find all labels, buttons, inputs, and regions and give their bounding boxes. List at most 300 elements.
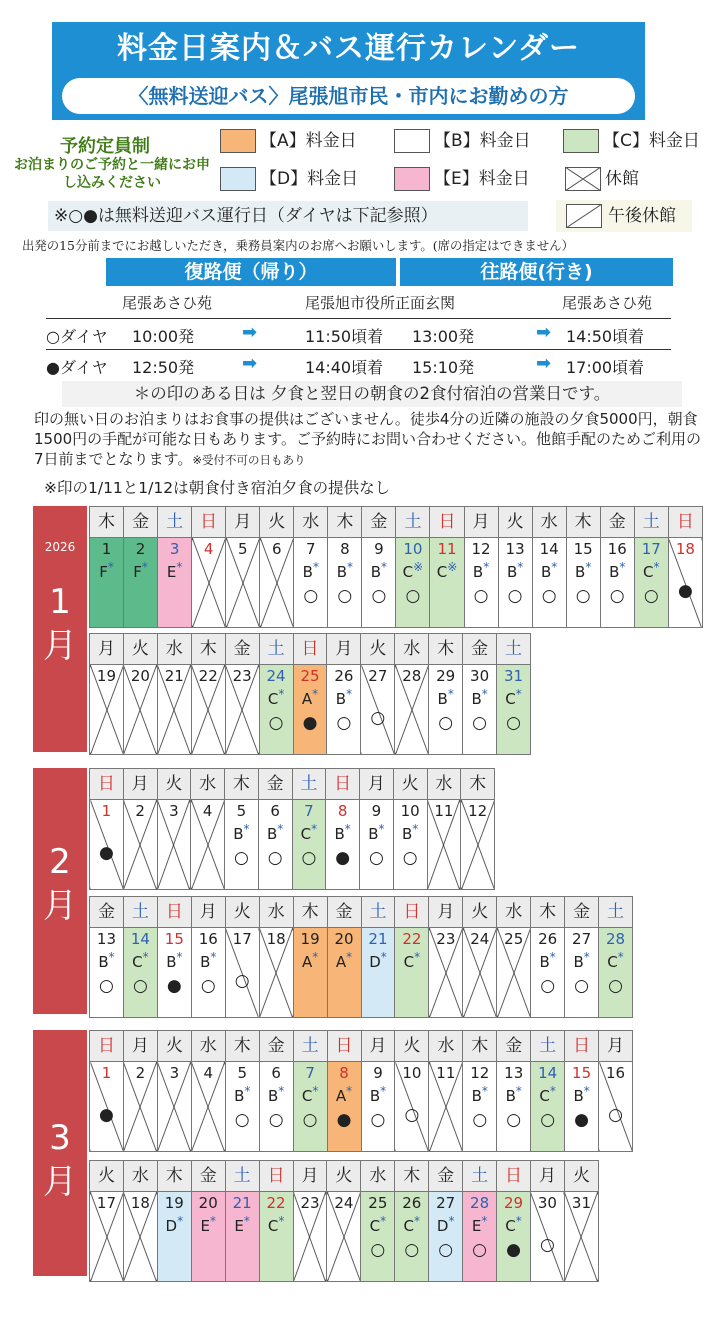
rate-type — [260, 685, 293, 708]
meal-mark: * — [551, 560, 558, 574]
reservation-title: 予約定員制 — [60, 136, 150, 157]
day-number: 10 — [402, 1064, 422, 1082]
calendar-day — [157, 800, 191, 890]
rate-letter: C — [267, 1217, 279, 1235]
day-number: 24 — [470, 930, 490, 948]
weekday-label: 日 — [668, 507, 702, 538]
weekday-label: 木 — [429, 634, 463, 665]
rate-type — [158, 1212, 191, 1235]
weekday-label: 水 — [191, 769, 225, 800]
day-number: 7 — [306, 540, 316, 558]
rate-letter: B — [369, 1087, 381, 1105]
meal-mark: * — [483, 560, 490, 574]
day-number: 15 — [164, 930, 184, 948]
rate-type — [497, 1082, 530, 1105]
meal-mark: * — [176, 950, 183, 964]
bus-open-icon: ○ — [540, 1235, 555, 1255]
meal-mark: * — [346, 687, 353, 701]
weekday-label: 火 — [90, 1161, 124, 1192]
calendar-day — [90, 538, 124, 628]
calendar-day — [430, 538, 464, 628]
calendar-day — [90, 800, 124, 890]
calendar-day — [259, 928, 293, 1018]
day-number: 17 — [96, 1194, 116, 1212]
loc-mid: 尾張旭市役所正面玄関 — [305, 294, 456, 312]
day-number: 21 — [232, 1194, 252, 1212]
day-number: 23 — [300, 1194, 320, 1212]
day-number: 2 — [135, 802, 145, 820]
bus-open-icon: ○ — [507, 586, 523, 606]
meal-mark: * — [244, 1084, 251, 1098]
rate-type — [158, 558, 191, 581]
rate-letter: B — [302, 563, 313, 581]
day-number: 24 — [266, 667, 286, 685]
calendar-day — [361, 665, 395, 755]
weekday-label: 月 — [464, 507, 498, 538]
meal-mark: * — [107, 560, 114, 574]
rate-type — [327, 685, 360, 708]
rate-type — [497, 685, 530, 708]
weekday-label: 土 — [531, 1031, 565, 1062]
rate-letter: C — [539, 1087, 550, 1105]
rate-letter: C — [505, 1217, 516, 1235]
weekday-label: 月 — [327, 634, 361, 665]
rate-letter: B — [370, 563, 382, 581]
rate-type — [395, 948, 428, 971]
calendar-day — [157, 928, 191, 1018]
meal-mark: * — [278, 687, 285, 701]
calendar-day — [191, 928, 225, 1018]
legend-closed — [565, 167, 639, 191]
bus-note: ※○●は無料送迎バス運行日（ダイヤは下記参照） — [48, 201, 528, 231]
diamond-open-arr2: 14:50頃着 — [566, 327, 645, 346]
weekday-label: 水 — [497, 897, 531, 928]
rate-type — [531, 1082, 564, 1105]
weekday-label: 金 — [429, 1161, 463, 1192]
calendar-day — [90, 1062, 124, 1152]
day-number: 12 — [470, 1064, 490, 1082]
calendar-day — [90, 1192, 124, 1282]
year-label: 2026 — [44, 540, 76, 554]
loc-start: 尾張あさひ苑 — [122, 294, 213, 312]
weekday-label: 土 — [225, 1161, 259, 1192]
calendar-day — [463, 1192, 497, 1282]
legend-e-swatch — [394, 167, 430, 191]
weekday-label: 日 — [565, 1031, 599, 1062]
rate-letter: F — [99, 563, 108, 581]
meal-mark: * — [210, 950, 217, 964]
weekday-label: 木 — [191, 634, 225, 665]
meal-mark: * — [278, 1214, 285, 1228]
calendar-day — [361, 1192, 395, 1282]
calendar-day — [393, 800, 427, 890]
rate-type — [259, 820, 292, 843]
rate-type — [465, 558, 498, 581]
rate-type — [90, 948, 123, 971]
meal-mark: * — [312, 1084, 319, 1098]
weekday-label: 月 — [226, 507, 260, 538]
meal-mark: ※ — [413, 560, 424, 574]
day-number: 1 — [101, 802, 112, 820]
rate-type — [226, 1212, 259, 1235]
weekday-label: 日 — [497, 1161, 531, 1192]
calendar-day — [157, 1192, 191, 1282]
weekday-label: 水 — [361, 1161, 395, 1192]
legend-a — [220, 129, 357, 153]
day-number: 1 — [101, 1064, 112, 1082]
rate-type — [499, 558, 532, 581]
calendar-day — [566, 538, 600, 628]
rate-letter: B — [472, 563, 484, 581]
day-number: 6 — [271, 540, 282, 558]
weekday-label: 金 — [90, 897, 124, 928]
page-title: 料金日案内＆バス運行カレンダー — [116, 31, 581, 66]
rate-letter: C — [607, 953, 618, 971]
weekday-label: 日 — [90, 769, 124, 800]
day-number: 9 — [373, 1064, 383, 1082]
rate-letter: D — [436, 1217, 449, 1235]
meal-mark: * — [141, 560, 148, 574]
weekday-label: 金 — [225, 634, 259, 665]
half-closed-icon — [566, 204, 602, 228]
day-number: 18 — [675, 540, 695, 558]
weekday-label: 木 — [293, 897, 327, 928]
day-number: 26 — [334, 667, 354, 685]
calendar-day — [327, 1192, 361, 1282]
rate-type — [192, 948, 225, 971]
rate-type — [260, 1082, 293, 1105]
rate-letter: C — [369, 1217, 381, 1235]
calendar-day — [361, 928, 395, 1018]
rate-type — [328, 558, 361, 581]
day-number: 4 — [202, 802, 213, 820]
no-meal-small: ※受付不可の日もあり — [192, 453, 306, 467]
diamond-filled-name: ●ダイヤ — [46, 358, 108, 377]
calendar-day — [395, 1192, 429, 1282]
weekday-label: 月 — [191, 897, 225, 928]
meal-mark: * — [448, 1214, 455, 1228]
day-number: 8 — [339, 1064, 349, 1082]
day-number: 24 — [334, 1194, 354, 1212]
bus-open-icon: ○ — [200, 976, 216, 996]
weekday-label: 土 — [463, 1161, 497, 1192]
rate-letter: E — [234, 1217, 244, 1235]
legend-d-swatch — [220, 167, 256, 191]
bus-open-icon: ○ — [574, 976, 590, 996]
bus-open-icon: ○ — [541, 586, 557, 606]
weekday-label: 水 — [259, 897, 293, 928]
bus-open-icon: ○ — [506, 713, 521, 733]
meal-mark: * — [243, 1214, 250, 1228]
weekday-label: 水 — [427, 769, 461, 800]
day-number: 17 — [232, 930, 252, 948]
day-number: 22 — [266, 1194, 286, 1212]
calendar-day — [395, 1062, 429, 1152]
meal-mark: * — [278, 1084, 285, 1098]
no-meal-text: 印の無い日のお泊まりはお食事の提供はございません。徒歩4分の近隣の施設の夕食5000円，朝食1500円の手配が可能な日もあります。ご予約時にお問い合わせください。他館手配のためご利用の7日前までとなります。 — [34, 410, 701, 468]
rate-type — [463, 1212, 496, 1235]
calendar-day — [260, 538, 294, 628]
calendar-day — [429, 1192, 463, 1282]
day-number: 6 — [271, 1064, 281, 1082]
return-label: 復路便（帰り） — [106, 258, 396, 286]
day-number: 27 — [572, 930, 592, 948]
bus-open-icon: ○ — [368, 848, 384, 868]
meal-mark: * — [312, 950, 319, 964]
calendar-day — [259, 665, 293, 755]
weekday-label: 金 — [565, 897, 599, 928]
bus-open-icon: ○ — [301, 848, 317, 868]
meal-mark: * — [617, 950, 624, 964]
arrow-icon: ➡ — [242, 353, 258, 374]
rate-type — [124, 948, 157, 971]
rate-letter: B — [368, 825, 379, 843]
legend-b-label: 【B】料金日 — [434, 131, 531, 151]
calendar-table — [89, 896, 633, 1018]
calendar-day — [258, 800, 292, 890]
day-number: 28 — [605, 930, 626, 948]
weekday-label: 水 — [395, 634, 429, 665]
weekday-label: 火 — [463, 897, 497, 928]
day-number: 28 — [470, 1194, 490, 1212]
rate-letter: E — [166, 563, 177, 581]
rate-letter: C — [402, 563, 414, 581]
weekday-label: 土 — [292, 769, 326, 800]
day-number: 20 — [130, 667, 150, 685]
weekday-label: 水 — [157, 634, 191, 665]
weekday-label: 土 — [599, 897, 633, 928]
bus-open-icon: ○ — [643, 586, 659, 606]
meal-mark: * — [515, 1214, 522, 1228]
rate-letter: C — [132, 953, 143, 971]
rate-letter: B — [401, 825, 413, 843]
calendar-day — [463, 1062, 497, 1152]
legend-closed-label: 休館 — [605, 169, 639, 189]
calendar-day — [259, 1062, 293, 1152]
meal-mark: * — [517, 560, 524, 574]
calendar-day — [191, 665, 225, 755]
calendar-day — [327, 665, 361, 755]
day-number: 10 — [403, 540, 423, 558]
day-number: 15 — [573, 540, 593, 558]
day-number: 1 — [101, 540, 112, 558]
day-number: 21 — [368, 930, 388, 948]
weekday-label: 水 — [429, 1031, 463, 1062]
weekday-label: 水 — [294, 507, 328, 538]
calendar-day — [498, 538, 532, 628]
calendar-day — [123, 928, 157, 1018]
day-number: 20 — [198, 1194, 218, 1212]
day-number: 16 — [198, 930, 218, 948]
weekday-label: 金 — [600, 507, 634, 538]
diamond-open-dep: 10:00発 — [132, 327, 195, 346]
meal-mark: * — [515, 687, 522, 701]
bus-open-icon: ○ — [506, 1110, 522, 1130]
weekday-label: 土 — [259, 634, 293, 665]
diamond-open-name: ○ダイヤ — [46, 327, 108, 346]
bus-open-icon: ○ — [405, 586, 421, 606]
weekday-label: 日 — [192, 507, 226, 538]
rate-type — [567, 558, 600, 581]
calendar-day — [565, 928, 599, 1018]
bus-filled-icon: ● — [166, 976, 182, 996]
day-number: 25 — [368, 1194, 388, 1212]
day-number: 9 — [371, 802, 382, 820]
rate-letter: B — [609, 563, 620, 581]
legend-d-label: 【D】料金日 — [260, 169, 359, 189]
day-number: 4 — [203, 1064, 214, 1082]
rate-letter: C — [436, 563, 448, 581]
meal-mark: * — [243, 822, 250, 836]
weekday-label: 月 — [429, 897, 463, 928]
calendar-day — [90, 928, 124, 1018]
meal-mark: * — [346, 1084, 353, 1098]
bus-open-icon: ○ — [472, 1110, 488, 1130]
bus-open-icon: ○ — [302, 1110, 318, 1130]
bus-open-icon: ○ — [404, 1105, 420, 1125]
day-number: 28 — [402, 667, 422, 685]
calendar-day — [124, 538, 158, 628]
calendar-day — [225, 665, 259, 755]
calendar-day — [360, 800, 394, 890]
calendar-day — [293, 665, 327, 755]
calendar-day — [293, 928, 327, 1018]
calendar-day — [497, 928, 531, 1018]
bus-open-icon: ○ — [99, 976, 114, 996]
weekday-label: 木 — [463, 1031, 497, 1062]
calendar-day — [600, 538, 634, 628]
rate-letter: D — [165, 1217, 178, 1235]
weekday-label: 月 — [123, 769, 157, 800]
reservation-note: お泊まりのご予約と一緒にお申し込みください — [14, 157, 210, 191]
bus-open-icon: ○ — [402, 848, 418, 868]
rate-letter: B — [505, 1087, 516, 1105]
calendar-day — [565, 1062, 599, 1152]
legend-b — [394, 129, 531, 153]
weekday-label: 日 — [90, 1031, 124, 1062]
weekday-label: 水 — [532, 507, 566, 538]
rate-type — [531, 948, 564, 971]
weekday-label: 水 — [123, 1161, 157, 1192]
calendar-day — [531, 928, 565, 1018]
rate-type — [328, 948, 361, 971]
meal-mark: * — [414, 1214, 420, 1228]
rate-type — [294, 1082, 327, 1105]
arrow-icon: ➡ — [536, 322, 552, 343]
bus-open-icon: ○ — [336, 713, 352, 733]
month-label: 3 月 — [43, 1118, 77, 1202]
calendar-day — [158, 538, 192, 628]
weekday-label: 水 — [191, 1031, 225, 1062]
bus-open-icon: ○ — [608, 1105, 623, 1125]
weekday-label: 日 — [327, 1031, 361, 1062]
legend-c-label: 【C】料金日 — [603, 131, 700, 151]
rate-letter: F — [133, 563, 142, 581]
rate-type — [362, 558, 395, 581]
meal-mark: * — [653, 560, 660, 574]
weekday-label: 木 — [90, 507, 124, 538]
meal-mark: * — [447, 687, 454, 701]
meal-mark: * — [412, 822, 419, 836]
rate-type — [362, 1082, 395, 1105]
legend-e-label: 【E】料金日 — [434, 169, 530, 189]
star-note: ※印の1/11と1/12は朝食付き宿泊夕食の提供なし — [44, 479, 391, 497]
rate-letter: B — [268, 1087, 279, 1105]
timetable-divider — [46, 318, 671, 319]
calendar-day — [531, 1062, 565, 1152]
calendar-day — [292, 800, 326, 890]
calendar-day — [396, 538, 430, 628]
calendar-day — [294, 538, 328, 628]
meal-mark: * — [583, 950, 590, 964]
calendar-day — [326, 800, 360, 890]
weekday-label: 火 — [361, 634, 395, 665]
month-bar-feb — [33, 768, 87, 1014]
bus-open-icon: ○ — [438, 713, 454, 733]
rate-letter: B — [98, 953, 109, 971]
rate-type — [395, 1212, 428, 1235]
day-number: 19 — [164, 1194, 184, 1212]
day-number: 11 — [434, 802, 454, 820]
day-number: 14 — [538, 1064, 558, 1082]
bus-open-icon: ○ — [267, 848, 283, 868]
weekday-label: 日 — [157, 897, 191, 928]
calendar-day — [328, 538, 362, 628]
rate-type — [361, 1212, 394, 1235]
day-number: 16 — [605, 1064, 626, 1082]
meal-mark: * — [481, 1084, 488, 1098]
rate-letter: B — [471, 690, 482, 708]
weekday-label: 火 — [327, 1161, 361, 1192]
diamond-filled-dep2: 15:10発 — [412, 358, 475, 377]
day-number: 25 — [504, 930, 524, 948]
calendar-day — [464, 538, 498, 628]
rate-letter: B — [506, 563, 518, 581]
day-number: 3 — [169, 802, 179, 820]
legend-half-closed — [556, 200, 692, 232]
calendar-day — [497, 665, 531, 755]
rate-type — [294, 558, 327, 581]
meal-mark: * — [381, 560, 388, 574]
day-number: 5 — [237, 540, 248, 558]
weekday-label: 金 — [191, 1161, 225, 1192]
bus-open-icon: ○ — [370, 708, 386, 728]
meal-mark: * — [176, 560, 183, 574]
calendar-day — [530, 1192, 564, 1282]
weekday-label: 日 — [326, 769, 360, 800]
rate-letter: C — [505, 690, 516, 708]
bus-open-icon: ○ — [472, 713, 488, 733]
weekday-label: 火 — [564, 1161, 598, 1192]
rate-type — [565, 948, 598, 971]
rate-type — [226, 1082, 259, 1105]
rate-letter: B — [336, 563, 347, 581]
weekday-label: 木 — [157, 1161, 191, 1192]
legend-c-swatch — [563, 129, 599, 153]
meal-mark: * — [311, 822, 318, 836]
rate-letter: B — [234, 1087, 245, 1105]
day-number: 14 — [539, 540, 559, 558]
month-label: 2 月 — [43, 842, 77, 926]
calendar-day — [90, 665, 124, 755]
weekday-label: 土 — [497, 634, 531, 665]
day-number: 19 — [96, 667, 116, 685]
no-meal-note — [34, 409, 704, 470]
weekday-label: 月 — [361, 1031, 395, 1062]
day-number: 11 — [437, 540, 457, 558]
rate-type — [124, 558, 157, 581]
rate-type — [463, 1082, 496, 1105]
